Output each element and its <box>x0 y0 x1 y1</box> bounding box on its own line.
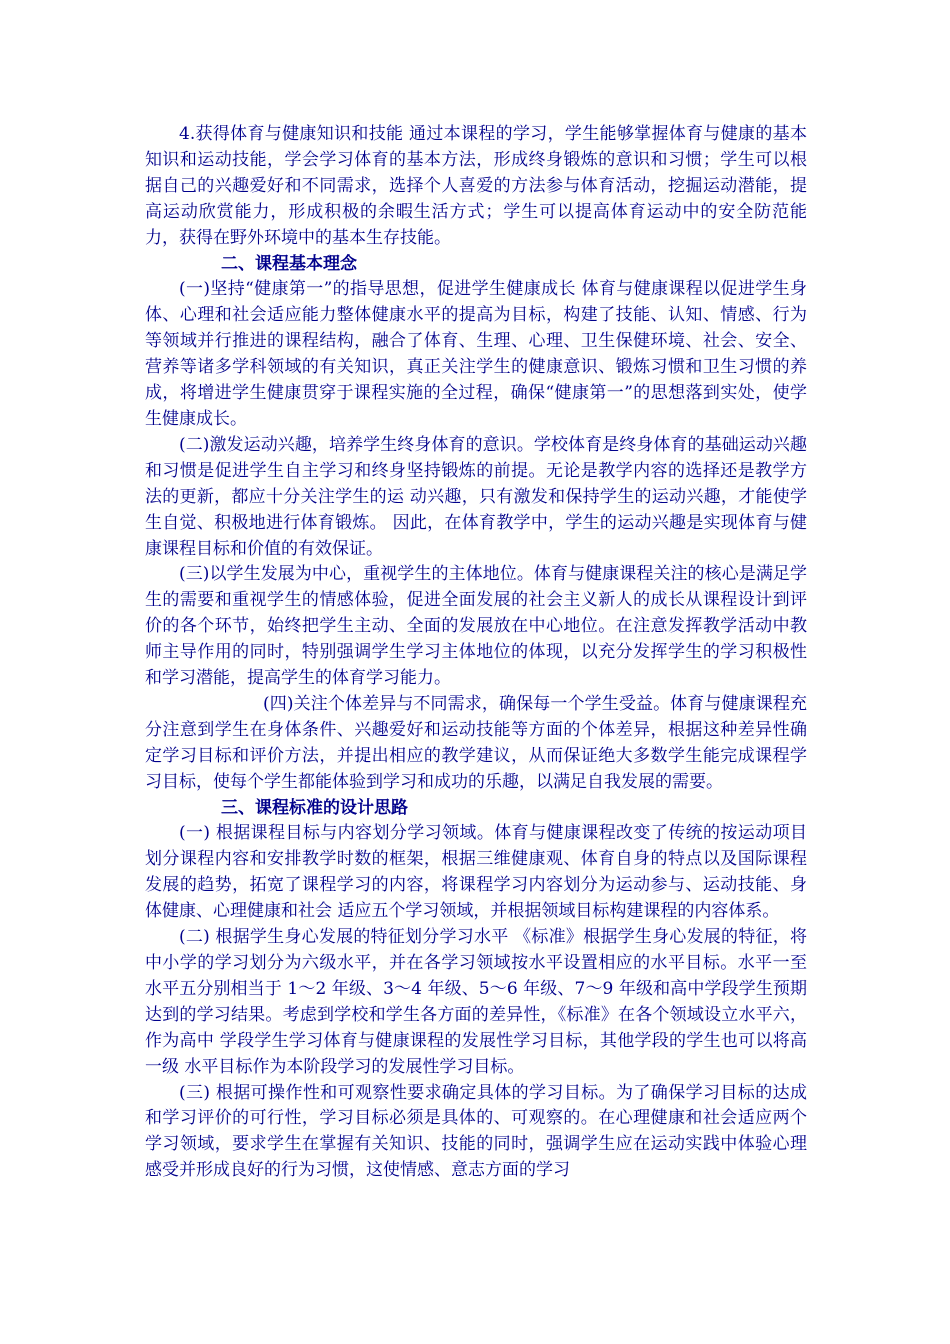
document-page <box>145 122 807 1184</box>
section-heading-basic-concepts: 二、课程基本理念 <box>221 253 357 274</box>
paragraph-health-first: (一)坚持“健康第一”的指导思想，促进学生健康成长 体育与健康课程以促进学生身体、心理和社会适应能力整体健康水平的提高为目标，构建了技能、认知、情感、行为等领域并行推进的课程结构，融合了体育、生理、心理、卫生保健环境、社会、安全、营养等诸多学科领域的有关知识，真正关注学生的健康意识、锻炼习惯和卫生习惯的养成，将增进学生健康贯穿于课程实施的全过程，确保“健康第一”的思想落到实处，使学生健康成长。 <box>145 279 807 429</box>
paragraph-learning-domains: (一) 根据课程目标与内容划分学习领域。体育与健康课程改变了传统的按运动项目划分课程内容和安排教学时数的框架，根据三维健康观、体育自身的特点以及国际课程发展的趋势，拓宽了课程学习的内容，将课程学习内容划分为运动参与、运动技能、身体健康、心理健康和社会 适应五个学习领域，并根据领域目标构建课程的内容体系。 <box>145 823 807 922</box>
paragraph-learning-levels: (二) 根据学生身心发展的特征划分学习水平 《标准》根据学生身心发展的特征，将中小学的学习划分为六级水平，并在各学习领域按水平设置相应的水平目标。水平一至水平五分别相当于 1～2 年级、3～4 年级、5～6 年级、7～9 年级和高中学段学生预期达到的学习结果。考虑到学校和学生各方面的差异性，《标准》在各个领域设立水平六，作为高中 学段学生学习体育与健康课程的发展性学习目标，其他学段的学生也可以将高一级 水平目标作为本阶段学习的发展性学习目标。 <box>145 927 807 1077</box>
paragraph-sports-interest: (二)激发运动兴趣，培养学生终身体育的意识。学校体育是终身体育的基础运动兴趣和习惯是促进学生自主学习和终身坚持锻炼的前提。无论是教学内容的选择还是教学方法的更新，都应十分关注学生的运 动兴趣，只有激发和保持学生的运动兴趣，才能使学生自觉、积极地进行体育锻炼。 因此，在体育教学中，学生的运动兴趣是实现体育与健康课程目标和价值的有效保证。 <box>145 434 807 559</box>
paragraph-individual-differences: (四)关注个体差异与不同需求，确保每一个学生受益。体育与健康课程充分注意到学生在身体条件、兴趣爱好和运动技能等方面的个体差异，根据这种差异性确定学习目标和评价方法，并提出相应的教学建议，从而保证绝大多数学生能完成课程学习目标，使每个学生都能体验到学习和成功的乐趣，以满足自我发展的需要。 <box>145 693 807 792</box>
paragraph-specific-goals: (三) 根据可操作性和可观察性要求确定具体的学习目标。为了确保学习目标的达成和学习评价的可行性，学习目标必须是具体的、可观察的。在心理健康和社会适应两个学习领域，要求学生在掌握有关知识、技能的同时，强调学生应在运动实践中体验心理感受并形成良好的行为习惯，这使情感、意志方面的学习 <box>145 1082 807 1181</box>
section-heading-design-ideas: 三、课程标准的设计思路 <box>221 797 408 818</box>
paragraph-knowledge-skills: 4.获得体育与健康知识和技能 通过本课程的学习，学生能够掌握体育与健康的基本知识和运动技能，学会学习体育的基本方法，形成终身锻炼的意识和习惯；学生可以根据自己的兴趣爱好和不同需求，选择个人喜爱的方法参与体育活动，挖掘运动潜能，提高运动欣赏能力，形成积极的余暇生活方式；学生可以提高体育运动中的安全防范能力，获得在野外环境中的基本生存技能。 <box>145 124 807 248</box>
paragraph-student-centered: (三)以学生发展为中心，重视学生的主体地位。体育与健康课程关注的核心是满足学生的需要和重视学生的情感体验，促进全面发展的社会主义新人的成长从课程设计到评价的各个环节，始终把学生主动、全面的发展放在中心地位。在注意发挥教学活动中教师主导作用的同时，特别强调学生学习主体地位的体现，以充分发挥学生的学习积极性和学习潜能，提高学生的体育学习能力。 <box>145 564 807 689</box>
